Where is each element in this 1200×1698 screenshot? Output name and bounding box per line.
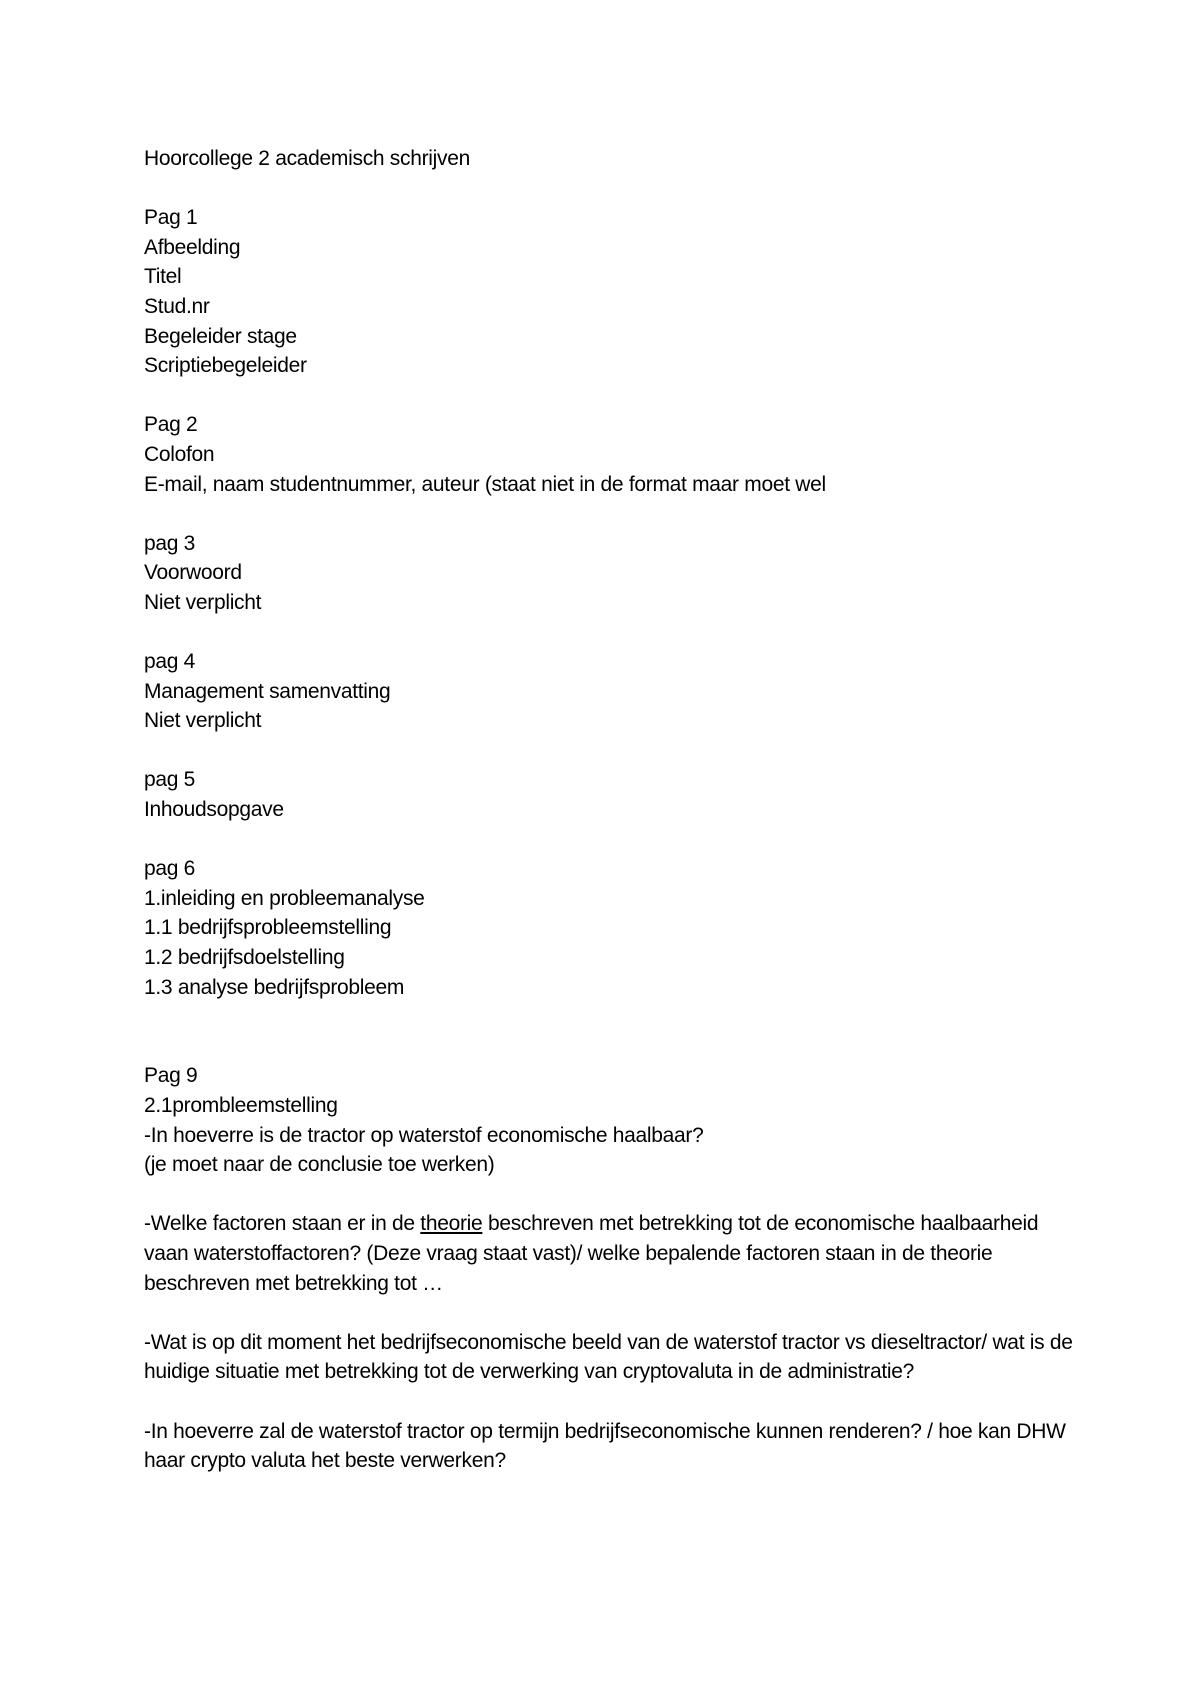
section-line: E-mail, naam studentnummer, auteur (staat niet in de format maar moet wel — [144, 472, 826, 496]
section-line: Titel — [144, 265, 182, 289]
section-pag-9 — [144, 1061, 1084, 1179]
section-heading: pag 5 — [144, 768, 196, 792]
section-line: Begeleider stage — [144, 324, 297, 348]
section-line: Niet verplicht — [144, 590, 262, 614]
section-line: Inhoudsopgave — [144, 798, 284, 822]
research-question-main: -In hoeverre is de tractor op waterstof economische haalbaar? — [144, 1123, 704, 1147]
section-heading: Pag 1 — [144, 206, 198, 230]
section-pag-3 — [144, 529, 1084, 618]
section-heading: pag 6 — [144, 857, 196, 881]
section-line: 1.1 bedrijfsprobleemstelling — [144, 916, 392, 940]
sub-question-2-text — [144, 1209, 1084, 1298]
section-heading: pag 3 — [144, 531, 196, 555]
section-line: Stud.nr — [144, 294, 210, 318]
sub-question-3-text: -Wat is op dit moment het bedrijfseconomische beeld van de waterstof tractor vs dieseltractor/ wat is de huidige situatie met betrekking tot de verwerking van cryptovaluta in de administratie? — [144, 1330, 1073, 1384]
sub-question-2 — [144, 1209, 1084, 1298]
section-line: Voorwoord — [144, 561, 242, 585]
section-pag-2 — [144, 410, 1084, 499]
sub-question-3 — [144, 1328, 1084, 1387]
section-line: (je moet naar de conclusie toe werken) — [144, 1153, 495, 1177]
section-pag-1 — [144, 203, 1084, 381]
document-title: Hoorcollege 2 academisch schrijven — [144, 147, 470, 170]
document-content — [144, 144, 1084, 1505]
section-pag-5 — [144, 765, 1084, 824]
section-pag-4 — [144, 647, 1084, 736]
sub-question-2-before: -Welke factoren staan er in de — [144, 1212, 421, 1236]
sub-question-2-after: beschreven met betrekking tot de economische haalbaarheid vaan waterstoffactoren? (Deze vraag staat vast)/ welke bepalende factoren staan in de theorie beschreven met betrekking tot … — [144, 1212, 1039, 1295]
section-line: Colofon — [144, 442, 215, 466]
sub-question-4-text: -In hoeverre zal de waterstof tractor op termijn bedrijfseconomische kunnen renderen? / hoe kan DHW haar crypto valuta het beste verwerken? — [144, 1419, 1066, 1473]
section-line: 1.3 analyse bedrijfsprobleem — [144, 975, 405, 999]
document-title-block — [144, 144, 1084, 174]
section-line: Management samenvatting — [144, 679, 391, 703]
section-heading: Pag 2 — [144, 413, 198, 437]
section-heading: Pag 9 — [144, 1064, 198, 1088]
section-heading: pag 4 — [144, 650, 196, 674]
section-pag-6 — [144, 854, 1084, 1002]
section-line: Scriptiebegeleider — [144, 354, 307, 378]
section-line: 1.2 bedrijfsdoelstelling — [144, 946, 345, 970]
section-line: 1.inleiding en probleemanalyse — [144, 886, 425, 910]
section-line: Niet verplicht — [144, 709, 262, 733]
underlined-word-theorie: theorie — [420, 1212, 483, 1236]
section-line: Afbeelding — [144, 235, 241, 259]
sub-question-4 — [144, 1417, 1084, 1476]
section-line: 2.1prombleemstelling — [144, 1094, 338, 1117]
